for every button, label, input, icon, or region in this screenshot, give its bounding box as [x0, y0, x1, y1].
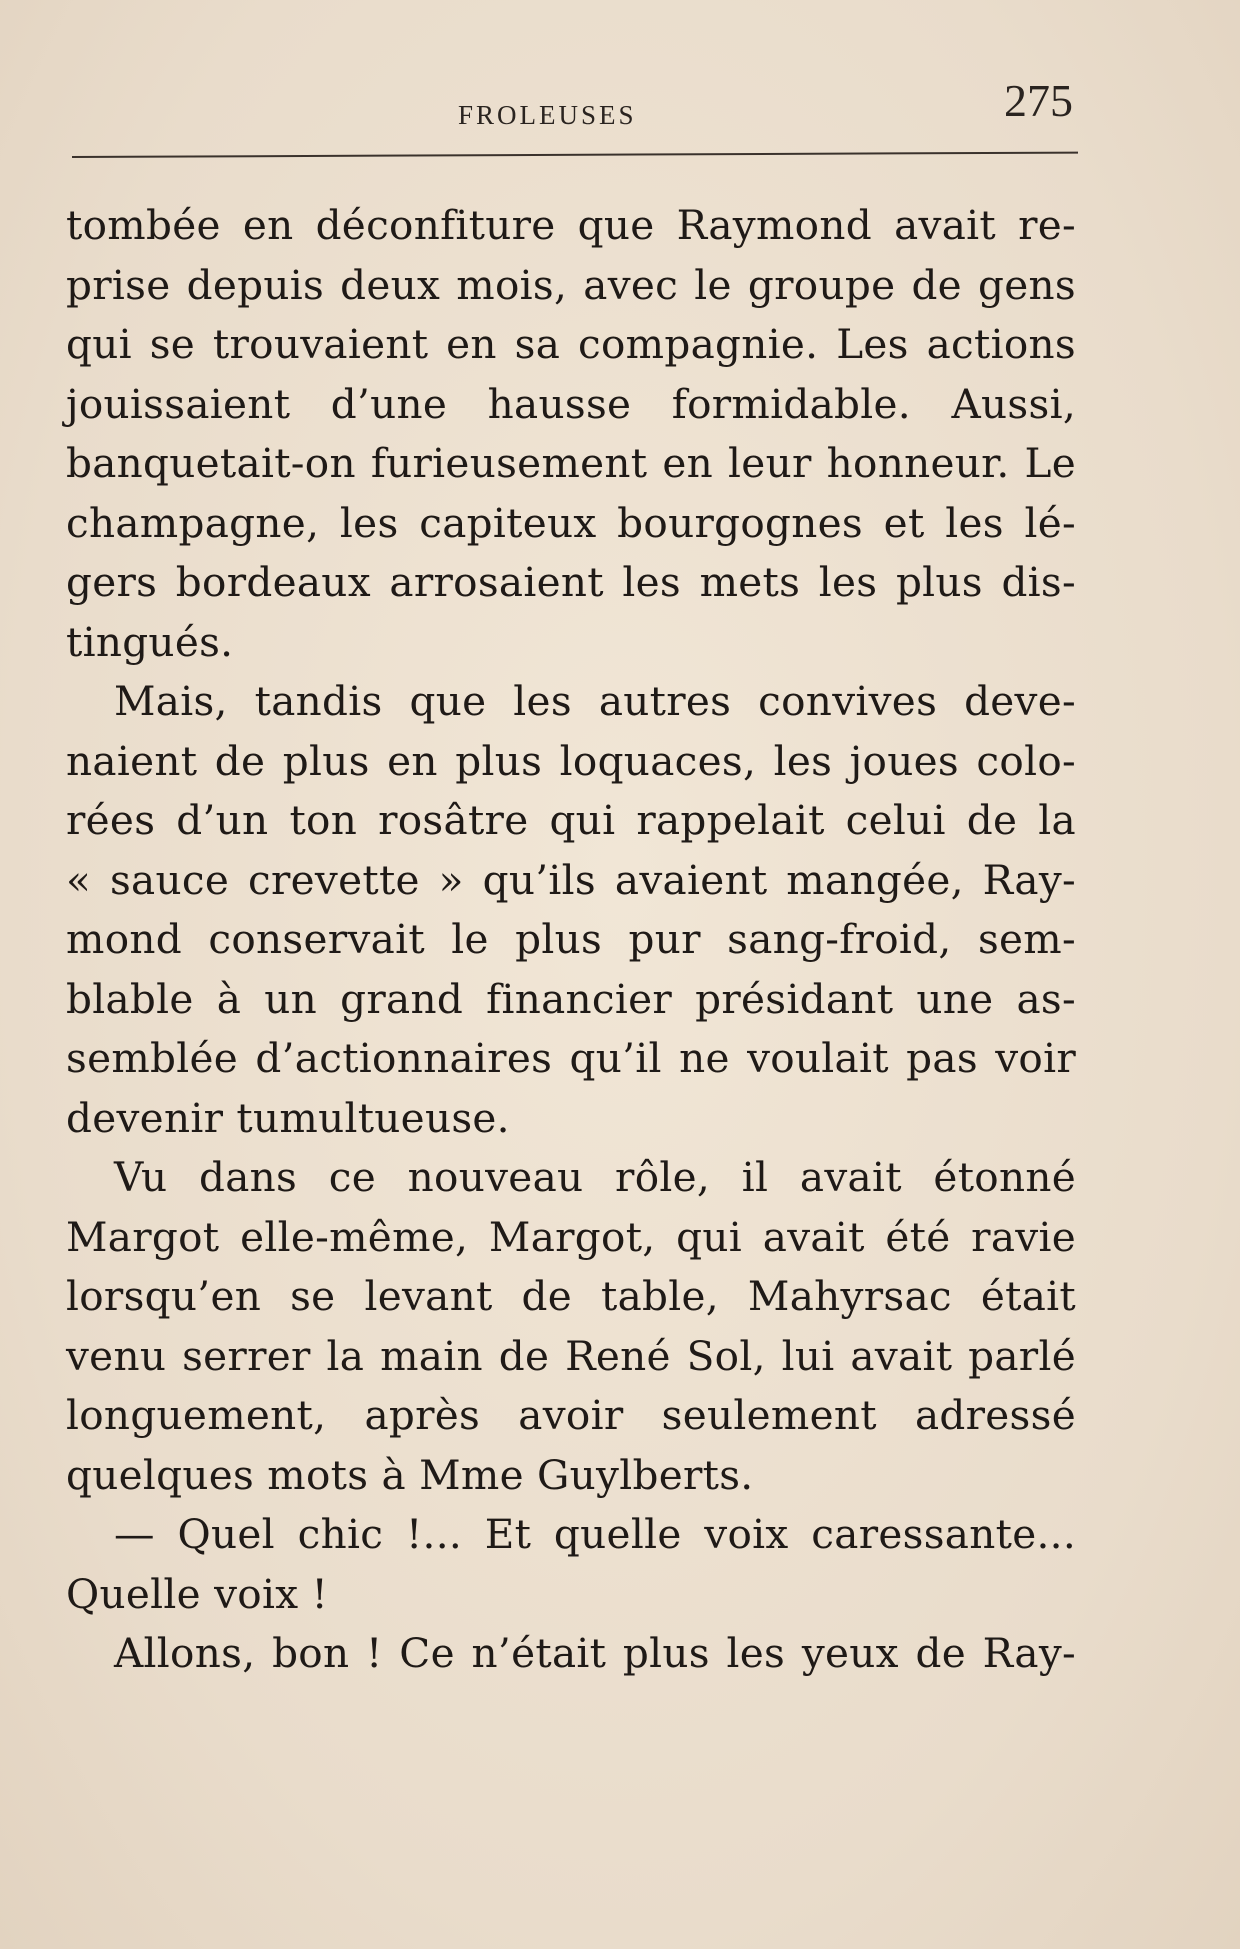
text-line: devenir tumultueuse. — [66, 1093, 510, 1142]
page-number: 275 — [1004, 75, 1073, 126]
text-line: Vu dans ce nouveau rôle, il avait étonné — [114, 1153, 1076, 1201]
text-line: banquetait-on furieusement en leur honneur. Le — [66, 439, 1076, 487]
text-line: naient de plus en plus loquaces, les joues colo- — [66, 736, 1076, 785]
text-line: Allons, bon ! Ce n’était plus les yeux de Ray- — [114, 1629, 1076, 1677]
text-line: longuement, après avoir seulement adressé — [66, 1391, 1076, 1439]
text-line: qui se trouvaient en sa compagnie. Les actions — [66, 320, 1076, 368]
text-line: mond conservait le plus pur sang-froid, sem- — [66, 915, 1076, 963]
text-line: jouissaient d’une hausse formidable. Aussi, — [66, 379, 1076, 428]
header-rule — [72, 152, 1078, 158]
text-line: prise depuis deux mois, avec le groupe de gens — [66, 260, 1076, 309]
text-line: Mais, tandis que les autres convives deve- — [114, 677, 1076, 725]
text-line: venu serrer la main de René Sol, lui avait parlé — [66, 1331, 1076, 1380]
text-line: Quelle voix ! — [66, 1569, 329, 1618]
text-line: lorsqu’en se levant de table, Mahyrsac était — [66, 1272, 1076, 1320]
text-line: « sauce crevette » qu’ils avaient mangée, Ray- — [66, 855, 1076, 904]
text-line: tingués. — [66, 617, 234, 666]
text-line: blable à un grand financier présidant une as- — [66, 974, 1076, 1023]
text-line: rées d’un ton rosâtre qui rappelait celui de la — [66, 796, 1076, 844]
text-line: quelques mots à Mme Guylberts. — [66, 1450, 754, 1499]
text-line: — Quel chic !... Et quelle voix caressante... — [114, 1510, 1076, 1558]
body-text — [66, 196, 1076, 1684]
text-line: tombée en déconfiture que Raymond avait re- — [66, 201, 1076, 249]
text-line: semblée d’actionnaires qu’il ne voulait pas voir — [66, 1034, 1076, 1082]
text-line: champagne, les capiteux bourgognes et les lé- — [66, 498, 1076, 547]
running-title: FROLEUSES — [458, 100, 637, 130]
text-line: Margot elle-même, Margot, qui avait été ravie — [66, 1212, 1076, 1261]
text-line: gers bordeaux arrosaient les mets les plus dis- — [66, 558, 1076, 606]
